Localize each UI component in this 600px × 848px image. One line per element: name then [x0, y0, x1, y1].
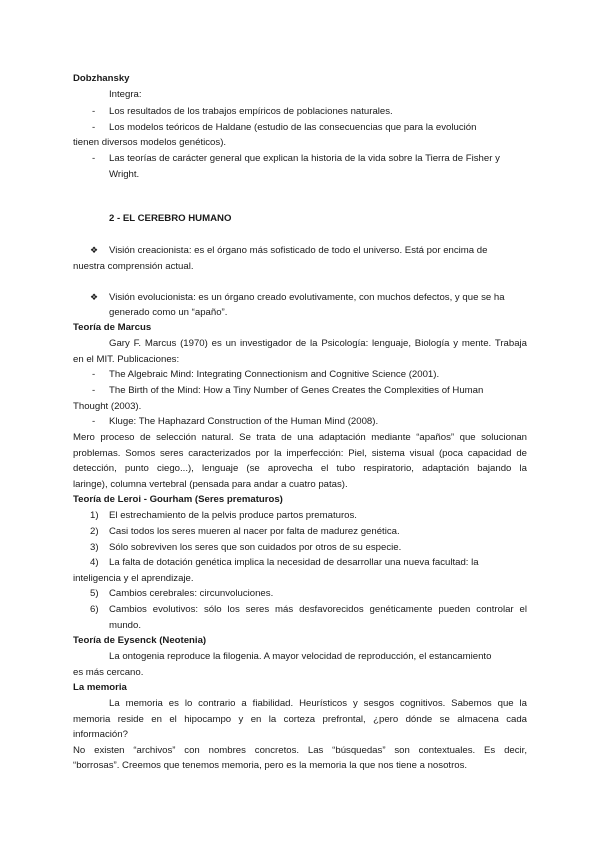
list-number: 3) — [90, 542, 99, 553]
leroi-item-2: Casi todos los seres mueren al nacer por falta de madurez genética. — [109, 526, 400, 537]
dash-bullet: - — [92, 385, 96, 396]
list-number: 1) — [90, 510, 99, 521]
vision-creacionista-line2: nuestra comprensión actual. — [73, 261, 194, 272]
marcus-pub-2-cont: Thought (2003). — [73, 401, 142, 412]
memoria-line1: La memoria es lo contrario a fiabilidad. Heurísticos y sesgos cognitivos. Sabemos que la — [109, 698, 527, 709]
dobzhansky-heading: Dobzhansky — [73, 73, 130, 84]
leroi-item-6: Cambios evolutivos: sólo los seres más desfavorecidos genéticamente pueden controlar el — [109, 604, 527, 615]
leroi-item-3: Sólo sobreviven los seres que son cuidados por otros de su especie. — [109, 542, 402, 553]
dash-bullet: - — [92, 106, 96, 117]
dash-bullet: - — [92, 122, 96, 133]
dobzhansky-bullet-2: Los modelos teóricos de Haldane (estudio de las consecuencias que para la evolución — [109, 122, 477, 133]
leroi-item-4-cont: inteligencia y el aprendizaje. — [73, 573, 194, 584]
memoria-line3: información? — [73, 729, 128, 740]
marcus-intro-line1: Gary F. Marcus (1970) es un investigador de la Psicología: lenguaje, Biología y mente. Trabaja — [109, 338, 527, 349]
dobzhansky-bullet-3: Las teorías de carácter general que explican la historia de la vida sobre la Tierra de Fisher y — [109, 153, 500, 164]
vision-evolucionista-line2: generado como un “apaño”. — [109, 307, 228, 318]
leroi-heading: Teoría de Leroi - Gourham (Seres prematuros) — [73, 494, 283, 505]
leroi-item-4: La falta de dotación genética implica la necesidad de desarrollar una nueva facultad: la — [109, 557, 479, 568]
marcus-pub-2: The Birth of the Mind: How a Tiny Number of Genes Creates the Complexities of Human — [109, 385, 484, 396]
dobzhansky-bullet-1: Los resultados de los trabajos empíricos de poblaciones naturales. — [109, 106, 393, 117]
marcus-intro-line2: en el MIT. Publicaciones: — [73, 354, 180, 365]
leroi-item-6-cont: mundo. — [109, 620, 141, 631]
eysenck-line2: es más cercano. — [73, 667, 144, 678]
dash-bullet: - — [92, 369, 96, 380]
marcus-para-line4: laringe), columna vertebral (pensada para andar a cuatro patas). — [73, 479, 348, 490]
dash-bullet: - — [92, 416, 96, 427]
marcus-pub-1: The Algebraic Mind: Integrating Connectionism and Cognitive Science (2001). — [109, 369, 440, 380]
diamond-bullet-icon: ❖ — [90, 246, 99, 256]
memoria-line4: No existen “archivos” con nombres concretos. Las “búsquedas” son contextuales. Es decir, — [73, 745, 527, 756]
marcus-para-line2: problemas. Somos seres caracterizados por la imperfección: Piel, sistema visual (poca capacidad de — [73, 448, 527, 459]
list-number: 5) — [90, 588, 99, 599]
dobzhansky-bullet-3-cont: Wright. — [109, 169, 140, 180]
list-number: 4) — [90, 557, 99, 568]
leroi-item-5: Cambios cerebrales: circunvoluciones. — [109, 588, 274, 599]
eysenck-heading: Teoría de Eysenck (Neotenia) — [73, 635, 207, 646]
leroi-item-1: El estrechamiento de la pelvis produce partos prematuros. — [109, 510, 357, 521]
vision-evolucionista-line1: Visión evolucionista: es un órgano creado evolutivamente, con muchos defectos, y que se ha — [109, 292, 505, 303]
memoria-line2: memoria reside en el hipocampo y en la corteza prefrontal, ¿pero dónde se almacena cada — [73, 714, 527, 725]
marcus-para-line3: detección, punto ciego...), lenguaje (se aprovecha el tubo respiratorio, adaptación bajando la — [73, 463, 527, 474]
marcus-heading: Teoría de Marcus — [73, 322, 152, 333]
dash-bullet: - — [92, 153, 96, 164]
vision-creacionista-line1: Visión creacionista: es el órgano más sofisticado de todo el universo. Está por encima de — [109, 245, 488, 256]
list-number: 2) — [90, 526, 99, 537]
eysenck-line1: La ontogenia reproduce la filogenia. A mayor velocidad de reproducción, el estancamiento — [109, 651, 492, 662]
list-number: 6) — [90, 604, 99, 615]
diamond-bullet-icon: ❖ — [90, 293, 99, 303]
section-title: 2 - EL CEREBRO HUMANO — [109, 213, 232, 224]
memoria-line5: “borrosas”. Creemos que tenemos memoria, pero es la memoria la que nos tiene a nosotros. — [73, 760, 468, 771]
marcus-para-line1: Mero proceso de selección natural. Se trata de una adaptación mediante “apaños” que solucionan — [73, 432, 527, 443]
memoria-heading: La memoria — [73, 682, 127, 693]
marcus-pub-3: Kluge: The Haphazard Construction of the Human Mind (2008). — [109, 416, 379, 427]
dobzhansky-bullet-2-cont: tienen diversos modelos genéticos). — [73, 137, 227, 148]
dobzhansky-integra: Integra: — [109, 89, 142, 100]
